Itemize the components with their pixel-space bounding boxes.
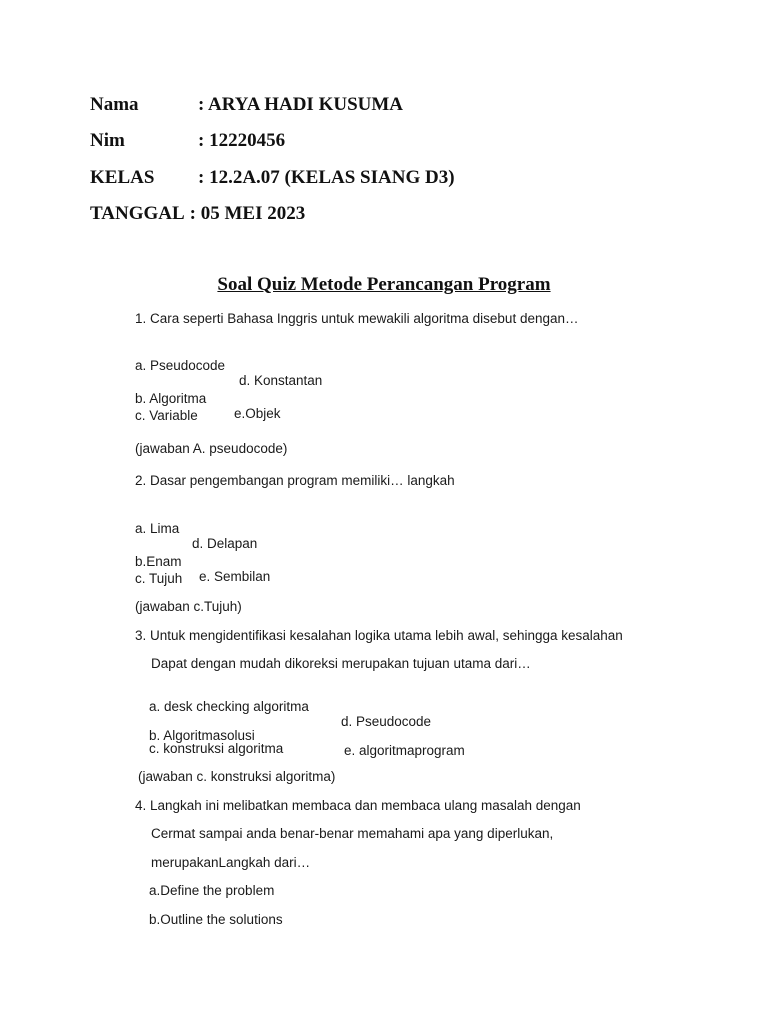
- q3-option-d: d. Pseudocode: [341, 714, 432, 729]
- header-nim-row: [90, 130, 285, 152]
- q3-option-a: a. desk checking algoritma: [149, 699, 309, 714]
- kelas-label: KELAS: [90, 167, 155, 188]
- q3-option-c: c. konstruksi algoritma: [149, 741, 284, 756]
- q2-answer: (jawaban c.Tujuh): [135, 599, 242, 614]
- q1-option-e: e.Objek: [234, 406, 281, 421]
- q1-answer: (jawaban A. pseudocode): [135, 441, 288, 456]
- nim-value: : 12220456: [198, 130, 286, 151]
- q3-option-b: b. Algoritmasolusi: [149, 728, 255, 743]
- q2-option-c: c. Tujuh: [135, 571, 183, 586]
- q2-option-a: a. Lima: [135, 521, 180, 536]
- q3-answer: (jawaban c. konstruksi algoritma): [138, 769, 336, 784]
- header-kelas-row: [90, 167, 455, 189]
- q1-options-row-1: [135, 343, 535, 388]
- nama-label: Nama: [90, 94, 139, 115]
- q4-question-line-3: merupakanLangkah dari…: [151, 855, 311, 870]
- q2-question: 2. Dasar pengembangan program memiliki… langkah: [135, 473, 455, 488]
- q1-option-d: d. Konstantan: [239, 373, 323, 388]
- header-nama-row: [90, 94, 403, 116]
- q1-question: 1. Cara seperti Bahasa Inggris untuk mewakili algoritma disebut dengan…: [135, 311, 579, 326]
- q3-options-row-1: [149, 684, 549, 729]
- q4-option-a: a.Define the problem: [149, 883, 275, 898]
- q2-options-row-1: [135, 506, 535, 551]
- tanggal-value: : 05 MEI 2023: [189, 203, 306, 224]
- q1-option-c: c. Variable: [135, 408, 198, 423]
- q3-question-line-2: Dapat dengan mudah dikoreksi merupakan tujuan utama dari…: [151, 656, 531, 671]
- quiz-title: Soal Quiz Metode Perancangan Program: [217, 274, 551, 295]
- q2-option-e: e. Sembilan: [199, 569, 271, 584]
- q1-option-b: b. Algoritma: [135, 391, 207, 406]
- header-tanggal-row: [90, 203, 305, 225]
- kelas-value: : 12.2A.07 (KELAS SIANG D3): [198, 167, 455, 188]
- tanggal-label: TANGGAL: [90, 203, 185, 224]
- q3-option-e: e. algoritmaprogram: [344, 743, 465, 758]
- q3-question-line-1: 3. Untuk mengidentifikasi kesalahan logika utama lebih awal, sehingga kesalahan: [135, 628, 623, 643]
- q4-question-line-1: 4. Langkah ini melibatkan membaca dan membaca ulang masalah dengan: [135, 798, 581, 813]
- q4-option-b: b.Outline the solutions: [149, 912, 283, 927]
- nama-value: : ARYA HADI KUSUMA: [198, 94, 404, 115]
- q1-option-a: a. Pseudocode: [135, 358, 226, 373]
- q2-option-b: b.Enam: [135, 554, 182, 569]
- q4-question-line-2: Cermat sampai anda benar-benar memahami apa yang diperlukan,: [151, 826, 554, 841]
- nim-label: Nim: [90, 130, 125, 151]
- q2-option-d: d. Delapan: [192, 536, 258, 551]
